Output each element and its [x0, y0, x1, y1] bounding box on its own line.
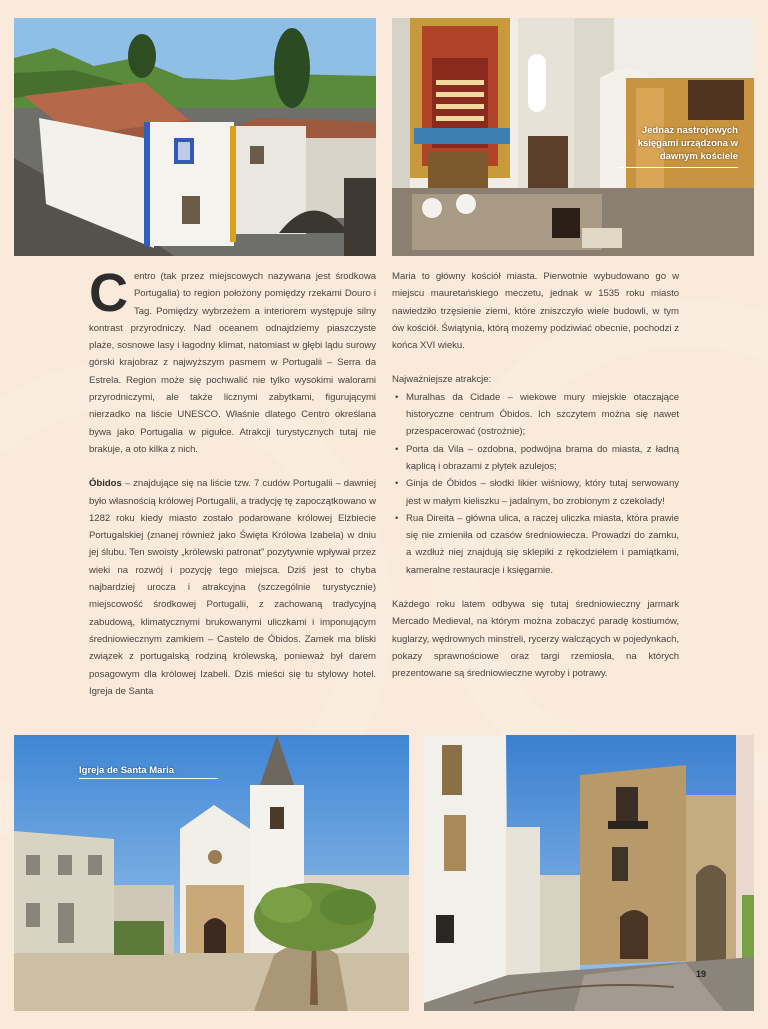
photo-obidos-houses	[14, 18, 376, 256]
obidos-paragraph	[89, 475, 376, 700]
caption-church: Igreja de Santa Maria	[79, 765, 175, 776]
list-item: • Muralhas da Cidade – wiekowe mury miejskie otaczające historyczne centrum Óbidos. Ich szczytem można się nawet przespacerować (ostrożnie);	[406, 389, 679, 441]
page-number: 19	[696, 969, 707, 979]
attractions-heading: Najważniejsze atrakcje:	[392, 374, 492, 386]
caption-underline	[79, 778, 218, 779]
list-item: • Ginja de Óbidos – słodki likier wiśniowy, który tutaj serwowany jest w małym kieliszku – jadalnym, bo zrobionym z czekolady!	[406, 475, 679, 510]
attractions-list	[392, 389, 679, 579]
article-column-right	[392, 268, 679, 683]
fair-paragraph: Każdego roku latem odbywa się tutaj średniowieczny jarmark Mercado Medieval, na którym można zobaczyć paradę kostiumów, kuglarzy, wędrownych minstreli, rycerzy walczących w pojedynkach, pokazy sprawnościowe oraz targi rzemiosła, na których prezentowane są średniowieczne wyroby i potrawy.	[392, 599, 679, 680]
intro-paragraph	[89, 263, 376, 458]
article-column-left	[89, 263, 376, 700]
list-item: • Rua Direita – główna ulica, a raczej uliczka miasta, która prawie się nie zmieniła od czasów średniowiecza. Prowadzi do zamku, a wzdłuż niej znajdują się sklepiki z rękodziełem i pamiątkami, kameralne restauracje i księgarnie.	[406, 510, 679, 579]
drop-cap: C	[89, 263, 128, 323]
church-paragraph: Maria to główny kościół miasta. Pierwotnie wybudowano go w miejscu mauretańskiego meczetu, jednak w 1535 roku miasto nawiedziło trzęsienie ziemi, które zniszczyło wiele budowli, w tym ów kościół. Świątynia, którą możemy podziwiać obecnie, pochodzi z końca XVI wieku.	[392, 271, 679, 352]
list-item: • Porta da Vila – ozdobna, podwójna brama do miasta, z ładną kaplicą i obrazami z płytek azulejos;	[406, 441, 679, 476]
intro-text: entro (tak przez miejscowych nazywana jest środkowa Portugalia) to region położony pomiędzy rzekami Douro i Tag. Pomiędzy wybrzeżem a interiorem występuje silny kontrast przyrodniczy. Nad oceanem odnajdziemy piaszczyste plaże, sosnowe lasy i łagodny klimat, natomiast w głębi lądu surowy górski krajobraz z najwyższym pasmem w Portugalii – Serra da Estrela. Region może się pochwalić nie tylko wysokimi walorami przyrodniczymi, ale także licznymi zabytkami, figurującymi nierzadko na liście UNESCO. Właśnie dlatego Centro określana bywa jako Portugalia w pigułce. Atrakcji turystycznych tutaj nie brakuje, a oto kilka z nich.	[89, 271, 376, 455]
caption-bookstore: Jednaz nastrojowych księgami urządzona w dawnym kościele	[637, 125, 738, 162]
obidos-lead: Óbidos	[89, 478, 122, 490]
obidos-text: – znajdujące się na liście tzw. 7 cudów Portugalii – dawniej było własnością królowej Portugalii, a tradycję tę zapoczątkowano w 1282 roku kiedy miasto zostało podarowane królowej Elżbiecie Portugalskiej (znanej również jako Święta Królowa Izabela) w dniu jej ślubu. Ten swoisty „królewski patronat” pozytywnie wpływał przez wieki na rozwój i pozycję tego miejsca. Dziś jest to chyba najbardziej urocza i atrakcyjna (szczególnie turystycznie) miejscowość środkowej Portugalii, z zachowaną tradycyjną zabudową, klimatycznymi brukowanymi uliczkami i imponującym średniowiecznym zamkiem – Castelo de Óbidos. Zamek ma bliski związek z portugalską rodziną królewską, ponieważ był darem posagowym dla królowej Izabeli. Dziś mieści się tu stylowy hotel. Igreja de Santa	[89, 478, 376, 697]
caption-underline	[618, 167, 738, 168]
